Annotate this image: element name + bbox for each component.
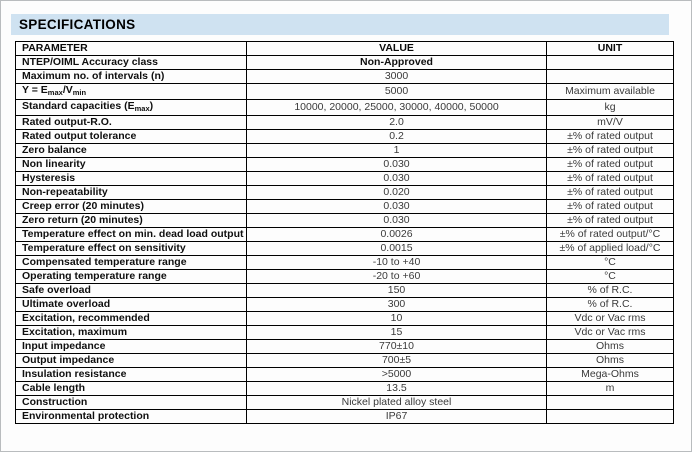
specifications-table — [15, 41, 674, 424]
unit-cell: ±% of rated output — [547, 186, 674, 200]
table-row — [16, 186, 674, 200]
parameter-cell: Excitation, maximum — [16, 326, 247, 340]
parameter-cell: Rated output-R.O. — [16, 116, 247, 130]
table-row — [16, 144, 674, 158]
table-header-row — [16, 42, 674, 56]
parameter-cell: Input impedance — [16, 340, 247, 354]
table-row — [16, 396, 674, 410]
parameter-cell: Ultimate overload — [16, 298, 247, 312]
table-row — [16, 382, 674, 396]
value-cell: >5000 — [247, 368, 547, 382]
parameter-cell: Compensated temperature range — [16, 256, 247, 270]
section-title-bar — [11, 14, 669, 35]
table-row — [16, 242, 674, 256]
table-row — [16, 56, 674, 70]
parameter-cell: $Y = E_{max}/V_{min}$ — [16, 84, 247, 100]
parameter-cell: Cable length — [16, 382, 247, 396]
parameter-cell: Zero balance — [16, 144, 247, 158]
parameter-cell: Excitation, recommended — [16, 312, 247, 326]
parameter-cell: Operating temperature range — [16, 270, 247, 284]
parameter-cell: Temperature effect on sensitivity — [16, 242, 247, 256]
table-row — [16, 340, 674, 354]
table-row — [16, 312, 674, 326]
value-cell: 0.030 — [247, 172, 547, 186]
unit-cell: Ohms — [547, 354, 674, 368]
parameter-cell: NTEP/OIML Accuracy class — [16, 56, 247, 70]
value-cell: 700±5 — [247, 354, 547, 368]
unit-cell: Maximum available — [547, 84, 674, 100]
table-row — [16, 256, 674, 270]
table-row — [16, 354, 674, 368]
parameter-cell: Standard capacities $(E_{max})$ — [16, 100, 247, 116]
table-row — [16, 298, 674, 312]
table-row — [16, 228, 674, 242]
unit-cell: ±% of rated output — [547, 158, 674, 172]
parameter-cell: Zero return (20 minutes) — [16, 214, 247, 228]
table-row — [16, 368, 674, 382]
page-title: SPECIFICATIONS — [19, 17, 136, 32]
value-cell: -20 to +60 — [247, 270, 547, 284]
parameter-cell: Temperature effect on min. dead load output — [16, 228, 247, 242]
value-cell: 150 — [247, 284, 547, 298]
parameter-cell: Insulation resistance — [16, 368, 247, 382]
unit-cell: ±% of rated output — [547, 172, 674, 186]
table-row — [16, 70, 674, 84]
unit-cell: Vdc or Vac rms — [547, 312, 674, 326]
value-cell: 0.030 — [247, 200, 547, 214]
value-cell: 13.5 — [247, 382, 547, 396]
value-cell: 3000 — [247, 70, 547, 84]
table-row — [16, 100, 674, 116]
value-cell: 5000 — [247, 84, 547, 100]
unit-cell — [547, 70, 674, 84]
value-cell: 2.0 — [247, 116, 547, 130]
table-row — [16, 410, 674, 424]
unit-cell: ±% of rated output — [547, 144, 674, 158]
value-cell: 0.030 — [247, 214, 547, 228]
parameter-cell: Environmental protection — [16, 410, 247, 424]
column-header-unit: UNIT — [547, 42, 674, 56]
unit-cell: °C — [547, 256, 674, 270]
value-cell: 1 — [247, 144, 547, 158]
parameter-cell: Hysteresis — [16, 172, 247, 186]
table-row — [16, 284, 674, 298]
parameter-cell: Rated output tolerance — [16, 130, 247, 144]
value-cell: 0.0026 — [247, 228, 547, 242]
unit-cell: ±% of rated output — [547, 130, 674, 144]
parameter-cell: Maximum no. of intervals (n) — [16, 70, 247, 84]
unit-cell: ±% of applied load/°C — [547, 242, 674, 256]
unit-cell: % of R.C. — [547, 298, 674, 312]
unit-cell: mV/V — [547, 116, 674, 130]
unit-cell: % of R.C. — [547, 284, 674, 298]
column-header-value: VALUE — [247, 42, 547, 56]
parameter-cell: Creep error (20 minutes) — [16, 200, 247, 214]
table-row — [16, 270, 674, 284]
unit-cell: °C — [547, 270, 674, 284]
value-cell: Non-Approved — [247, 56, 547, 70]
value-cell: -10 to +40 — [247, 256, 547, 270]
table-row — [16, 214, 674, 228]
table-row — [16, 158, 674, 172]
unit-cell: ±% of rated output/°C — [547, 228, 674, 242]
table-row — [16, 84, 674, 100]
parameter-cell: Safe overload — [16, 284, 247, 298]
value-cell: 0.020 — [247, 186, 547, 200]
value-cell: 300 — [247, 298, 547, 312]
value-cell: 10000, 20000, 25000, 30000, 40000, 50000 — [247, 100, 547, 116]
value-cell: IP67 — [247, 410, 547, 424]
parameter-cell: Non linearity — [16, 158, 247, 172]
value-cell: Nickel plated alloy steel — [247, 396, 547, 410]
parameter-cell: Construction — [16, 396, 247, 410]
spec-table-body — [16, 56, 674, 424]
table-row — [16, 200, 674, 214]
unit-cell — [547, 396, 674, 410]
value-cell: 0.0015 — [247, 242, 547, 256]
value-cell: 15 — [247, 326, 547, 340]
value-cell: 0.2 — [247, 130, 547, 144]
unit-cell: Vdc or Vac rms — [547, 326, 674, 340]
value-cell: 10 — [247, 312, 547, 326]
value-cell: 0.030 — [247, 158, 547, 172]
unit-cell — [547, 56, 674, 70]
unit-cell — [547, 410, 674, 424]
table-row — [16, 326, 674, 340]
unit-cell: ±% of rated output — [547, 200, 674, 214]
unit-cell: kg — [547, 100, 674, 116]
unit-cell: m — [547, 382, 674, 396]
unit-cell: Mega-Ohms — [547, 368, 674, 382]
table-row — [16, 130, 674, 144]
unit-cell: Ohms — [547, 340, 674, 354]
parameter-cell: Output impedance — [16, 354, 247, 368]
unit-cell: ±% of rated output — [547, 214, 674, 228]
table-row — [16, 116, 674, 130]
column-header-parameter: PARAMETER — [16, 42, 247, 56]
table-row — [16, 172, 674, 186]
parameter-cell: Non-repeatability — [16, 186, 247, 200]
value-cell: 770±10 — [247, 340, 547, 354]
